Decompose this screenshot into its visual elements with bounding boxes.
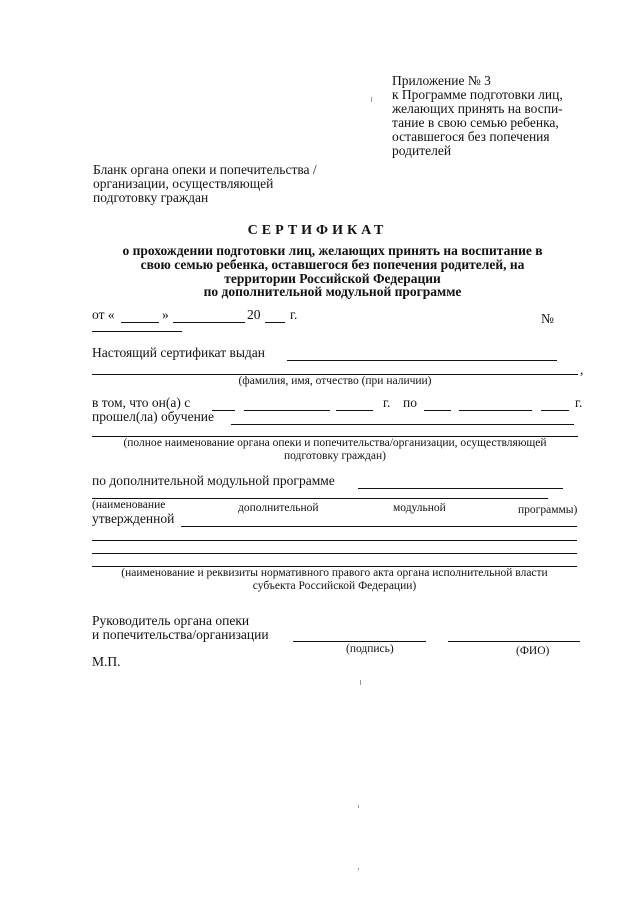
month-field[interactable] [173, 322, 245, 323]
date-quote-close: » [162, 307, 169, 322]
number-sign: № [541, 311, 554, 326]
letterhead-line: Бланк органа опеки и попечительства / [93, 162, 317, 177]
appendix-line: родителей [392, 143, 452, 158]
act-field-2[interactable] [92, 540, 577, 541]
start-month-field[interactable] [244, 410, 330, 411]
organization-caption: (полное наименование органа опеки и попечительства/организации, осуществляющей [123, 437, 547, 449]
signature-caption: (подпись) [346, 643, 394, 655]
fio-caption: (фамилия, имя, отчество (при наличии) [238, 375, 432, 387]
day-field[interactable] [121, 322, 159, 323]
program-name-field[interactable] [358, 488, 563, 489]
program-label: по дополнительной модульной программе [92, 473, 335, 488]
appendix-line: желающих принять на воспи- [392, 101, 563, 116]
end-year-field[interactable] [541, 410, 569, 411]
year-suffix: г. [290, 307, 298, 322]
start-year-suffix: г. [383, 395, 391, 410]
appendix-line: оставшегося без попечения [392, 129, 550, 144]
subtitle-line: по дополнительной модульной программе [203, 284, 462, 299]
fio-field[interactable] [448, 641, 580, 642]
end-month-field[interactable] [459, 410, 532, 411]
act-caption: (наименование и реквизиты нормативного правого акта органа исполнительной власти [121, 567, 548, 579]
scan-speck [358, 805, 359, 808]
appendix-title: Приложение № 3 [392, 73, 491, 88]
act-field[interactable] [181, 526, 577, 527]
head-title-line: Руководитель органа опеки [92, 613, 250, 628]
start-day-field[interactable] [212, 410, 235, 411]
number-field[interactable] [92, 331, 182, 332]
program-caption-word: модульной [393, 502, 446, 514]
organization-caption: подготовку граждан) [283, 450, 386, 462]
stamp-label: М.П. [92, 654, 121, 669]
act-field-3[interactable] [92, 553, 577, 554]
subtitle-line: территории Российской Федерации [224, 271, 441, 286]
fio-sign-caption: (ФИО) [516, 645, 550, 657]
approved-label: утвержденной [92, 511, 175, 526]
scan-speck [360, 680, 361, 685]
period-to-label: по [403, 395, 417, 410]
organization-field[interactable] [231, 424, 574, 425]
subtitle-line: свою семью ребенка, оставшегося без попечения родителей, на [140, 257, 525, 272]
document-title: СЕРТИФИКАТ [247, 223, 388, 238]
recipient-name-field[interactable] [287, 360, 557, 361]
appendix-line: к Программе подготовки лиц, [392, 87, 563, 102]
trained-label: прошел(ла) обучение [92, 409, 215, 424]
date-from-label: от « [92, 307, 115, 322]
head-title-line: и попечительства/организации [92, 627, 269, 642]
subtitle-line: о прохождении подготовки лиц, желающих принять на воспитание в [122, 243, 543, 258]
end-day-field[interactable] [424, 410, 451, 411]
start-year-field[interactable] [336, 410, 373, 411]
program-caption-word: (наименование [92, 499, 166, 511]
program-caption-word: дополнительной [238, 502, 319, 514]
scan-speck [358, 868, 359, 870]
signature-field[interactable] [293, 641, 426, 642]
year-field[interactable] [265, 322, 285, 323]
act-caption: субъекта Российской Федерации) [252, 580, 417, 592]
period-from-label: в том, что он(а) с [92, 395, 191, 410]
issued-comma: , [580, 362, 584, 377]
issued-label: Настоящий сертификат выдан [92, 345, 265, 360]
year-prefix: 20 [247, 307, 261, 322]
end-year-suffix: г. [575, 395, 583, 410]
appendix-line: тание в свою семью ребенка, [392, 115, 559, 130]
letterhead-line: подготовку граждан [93, 190, 209, 205]
program-caption-word: программы) [518, 504, 578, 516]
scan-speck [371, 97, 372, 102]
letterhead-line: организации, осуществляющей [93, 176, 274, 191]
